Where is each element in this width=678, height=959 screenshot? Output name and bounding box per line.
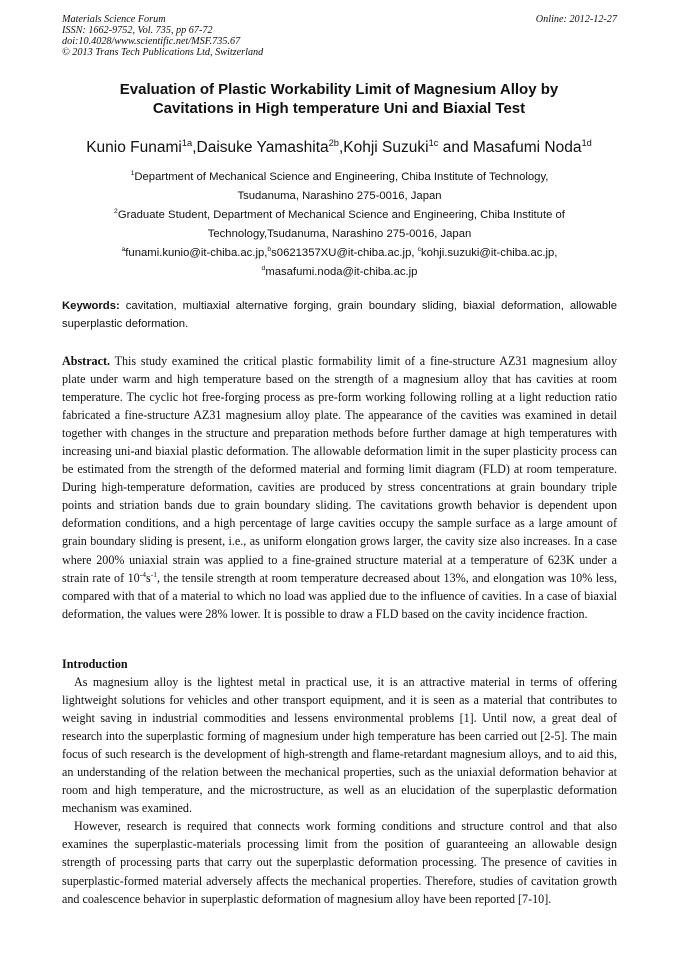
affiliations (62, 168, 617, 282)
introduction-body (62, 673, 617, 908)
title-line-1: Evaluation of Plastic Workability Limit of Magnesium Alloy by (119, 81, 559, 98)
paper-title (80, 80, 598, 118)
affiliation-text: Department of Mechanical Science and Engineering, Chiba Institute of Technology, (134, 171, 549, 183)
abstract-exponent-1: -4 (139, 569, 146, 579)
email-link[interactable]: masafumi.noda@it-chiba.ac.jp (265, 266, 418, 278)
author-sup: 1c (428, 137, 439, 148)
author-list (40, 138, 638, 158)
abstract-label: Abstract. (62, 354, 111, 368)
email-link[interactable]: s0621357XU@it-chiba.ac.jp, (271, 247, 415, 259)
journal-name: Materials Science Forum (62, 14, 166, 25)
email-line-1 (62, 244, 617, 263)
affiliation-text: Graduate Student, Department of Mechanical Science and Engineering, Chiba Institute of (117, 209, 565, 221)
author-name: Kunio Funami (86, 139, 182, 156)
affiliation-1-line-2: Tsudanuma, Narashino 275-0016, Japan (237, 190, 442, 202)
keywords-label: Keywords: (62, 300, 120, 312)
keywords-block (62, 297, 617, 333)
email-sup: d (261, 265, 266, 273)
author-sup: 1d (581, 137, 592, 148)
author-sep: and (438, 139, 473, 156)
abstract-unit: s (145, 570, 151, 585)
paragraph: However, research is required that connects work forming conditions and structure control and that also examines the superplastic-materials processing limit from the position of guaranteeing an allowable design strength of processing parts that carry out the superplastic deformation processing. The presence of cavities in superplastic-formed material adversely affects the mechanical properties. Therefore, studies of cavitation growth and coalescence behavior in superplastic deformation of magnesium alloy have been reported [7-10]. (62, 819, 617, 906)
section-heading-introduction: Introduction (62, 657, 128, 671)
email-sup: c (417, 246, 422, 254)
author-name: Kohji Suzuki (343, 139, 429, 156)
title-line-2: Cavitations in High temperature Uni and Biaxial Test (152, 100, 526, 117)
author-name: Daisuke Yamashita (196, 139, 329, 156)
online-date: Online: 2012-12-27 (535, 14, 617, 25)
doi-line[interactable]: doi:10.4028/www.scientific.net/MSF.735.67 (62, 36, 241, 47)
abstract-text-1: This study examined the critical plastic formability limit of a fine-structure AZ31 magnesium alloy plate under warm and high temperature based on the strength of a magnesium alloy that has cavities at room temperature. The cyclic hot free-forging process as pre-form working following rolling at a light reduction ratio fabricated a fine-structure AZ31 magnesium alloy plate. The appearance of the cavities was examined in detail together with changes in the structure and preparation methods before further damage at high temperatures with increasing uni-and biaxial plastic deformation. The allowable deformation limit in the super plasticity process can be estimated from the strength of the deformed material and forming limit diagram (FLD) at room temperature. During high-temperature deformation, cavities are produced by stress concentrations at grain boundary triple points and striation bands due to grain boundary sliding. The cavitations growth behavior is dependent upon deformation conditions, and a high percentage of large cavities occupy the sample surface as a large amount of grain boundary sliding is present, i.e., as uniform elongation grows larger, the cavity size also increases. In a case where 200% uniaxial strain was applied to a fine-grained structure material at a temperature of 623K under a strain rate of 10 (62, 354, 617, 585)
abstract-text-2: , the tensile strength at room temperature decreased about 13%, and elongation was 10% less, compared with that of a material to which no load was applied due to the influence of cavities. In a case of biaxial deformation, the values were 28% lower. It is possible to draw a FLD based on the cavity incidence fraction. (62, 570, 617, 621)
paragraph: As magnesium alloy is the lightest metal in practical use, it is an attractive material in terms of offering lightweight solutions for vehicles and other transport equipment, and it is seen as a material that contributes to weight saving in industrial commodities and lessens environmental problems [1]. Until now, a great deal of research into the superplastic forming of magnesium under high temperature has been carried out [2-5]. The main focus of such research is the development of high-strength and flame-retardant magnesium alloys, and to aid this, an understanding of the relation between the mechanical properties, such as the uniaxial deformation behavior at room and high temperature, and the microstructure, as well as an elucidation of the superplastic deformation mechanism was examined. (62, 675, 617, 816)
email-link[interactable]: funami.kunio@it-chiba.ac.jp, (125, 247, 268, 259)
issn-line: ISSN: 1662-9752, Vol. 735, pp 67-72 (62, 25, 213, 36)
email-line-2 (62, 263, 617, 282)
copyright-line: © 2013 Trans Tech Publications Ltd, Switzerland (62, 47, 264, 58)
email-sup: b (267, 246, 272, 254)
email-link[interactable]: kohji.suzuki@it-chiba.ac.jp, (421, 247, 558, 259)
author-name: Masafumi Noda (472, 139, 582, 156)
affiliation-2-line-2: Technology,Tsudanuma, Narashino 275-0016, Japan (207, 228, 472, 240)
abstract-block (62, 352, 617, 623)
affiliation-sup: 1 (130, 170, 135, 178)
abstract-exponent-2: -1 (150, 569, 157, 579)
author-sup: 1a (181, 137, 193, 148)
journal-header (62, 14, 617, 58)
author-sep: , (192, 139, 197, 156)
author-sup: 2b (328, 137, 339, 148)
affiliation-2-line-1 (62, 206, 617, 225)
affiliation-sup: 2 (114, 208, 118, 216)
author-sep: , (338, 139, 344, 156)
email-sup: a (121, 246, 126, 254)
keywords-text: cavitation, multiaxial alternative forging, grain boundary sliding, biaxial deformation, allowable superplastic deformation. (62, 300, 617, 330)
affiliation-1-line-1 (62, 168, 617, 187)
